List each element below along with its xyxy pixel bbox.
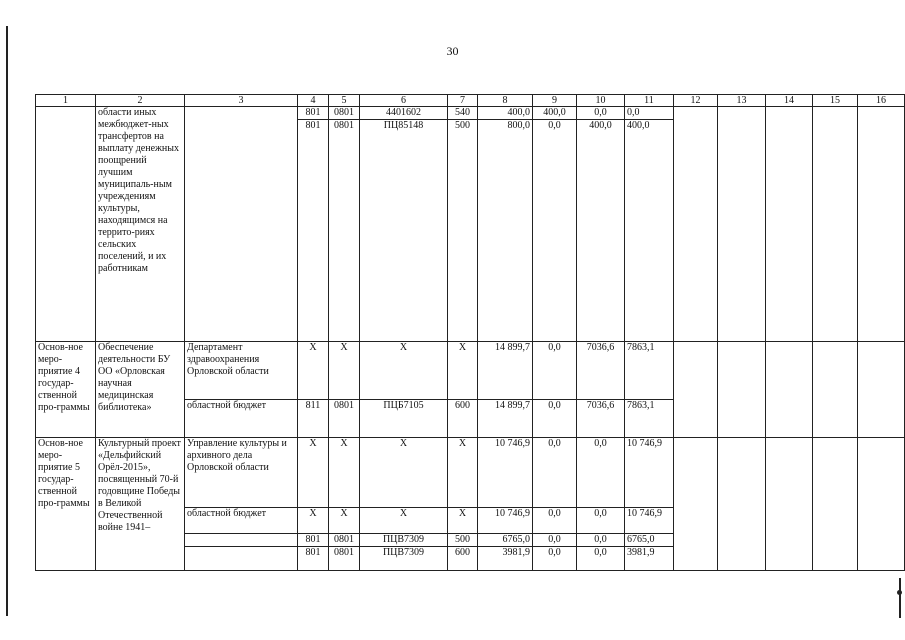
code-cell: X — [329, 508, 360, 534]
code-cell: 500 — [448, 120, 478, 342]
code-cell: 801 — [298, 547, 329, 571]
value-cell: 0,0 — [533, 508, 577, 534]
empty-cell — [766, 107, 813, 342]
col-number: 6 — [360, 95, 448, 107]
value-cell: 400,0 — [625, 120, 674, 342]
event-cell: Основ-ное меро-приятие 4 государ-ственной про-граммы — [36, 342, 96, 438]
value-cell: 800,0 — [478, 120, 533, 342]
code-cell: X — [360, 438, 448, 508]
description-cell: области иных межбюджет-ных трансфертов на выплату денежных поощрений лучшим муниципаль-ным учреждениям культуры, находящимся на террито-риях сельских поселений, и их работникам — [96, 107, 185, 342]
code-cell: X — [360, 508, 448, 534]
col-number: 7 — [448, 95, 478, 107]
col-number: 16 — [858, 95, 905, 107]
code-cell: 801 — [298, 120, 329, 342]
table-row — [36, 107, 905, 120]
table-row — [36, 438, 905, 508]
value-cell: 10 746,9 — [625, 438, 674, 508]
code-cell: X — [298, 508, 329, 534]
code-cell: ПЦВ7309 — [360, 547, 448, 571]
event-cell — [36, 107, 96, 342]
budget-cell: областной бюджет — [185, 400, 298, 438]
code-cell: 801 — [298, 107, 329, 120]
value-cell: 10 746,9 — [478, 438, 533, 508]
page-number: 30 — [446, 44, 459, 58]
code-cell: 0801 — [329, 120, 360, 342]
code-cell: 0801 — [329, 400, 360, 438]
code-cell: X — [329, 438, 360, 508]
col-number: 15 — [813, 95, 858, 107]
code-cell: X — [298, 438, 329, 508]
code-cell: 801 — [298, 534, 329, 547]
value-cell: 400,0 — [533, 107, 577, 120]
value-cell: 10 746,9 — [478, 508, 533, 534]
empty-cell — [813, 438, 858, 571]
executor-cell — [185, 547, 298, 571]
empty-cell — [674, 438, 718, 571]
empty-cell — [674, 107, 718, 342]
code-cell: X — [298, 342, 329, 400]
value-cell: 6765,0 — [478, 534, 533, 547]
empty-cell — [813, 107, 858, 342]
value-cell: 3981,9 — [625, 547, 674, 571]
description-cell: Культурный проект «Дельфийский Орёл-2015», посвященный 70-й годовщине Победы в Великой Отечественной войне 1941– — [96, 438, 185, 571]
value-cell: 7863,1 — [625, 400, 674, 438]
empty-cell — [718, 438, 766, 571]
code-cell: 600 — [448, 547, 478, 571]
value-cell: 0,0 — [533, 120, 577, 342]
value-cell: 0,0 — [577, 107, 625, 120]
value-cell: 400,0 — [478, 107, 533, 120]
left-margin-rule — [6, 26, 8, 616]
value-cell: 0,0 — [533, 547, 577, 571]
budget-table — [35, 94, 905, 571]
right-margin-dot — [897, 590, 902, 595]
value-cell: 0,0 — [625, 107, 674, 120]
value-cell: 0,0 — [533, 400, 577, 438]
col-number: 12 — [674, 95, 718, 107]
value-cell: 14 899,7 — [478, 400, 533, 438]
code-cell: ПЦВ7309 — [360, 534, 448, 547]
value-cell: 0,0 — [577, 508, 625, 534]
value-cell: 0,0 — [533, 438, 577, 508]
code-cell: 540 — [448, 107, 478, 120]
value-cell: 400,0 — [577, 120, 625, 342]
value-cell: 14 899,7 — [478, 342, 533, 400]
executor-cell — [185, 534, 298, 547]
executor-cell: Управление культуры и архивного дела Орловской области — [185, 438, 298, 508]
code-cell: 0801 — [329, 107, 360, 120]
empty-cell — [766, 342, 813, 438]
table-row — [36, 342, 905, 400]
right-margin-mark — [899, 578, 901, 618]
executor-cell: Департамент здравоохранения Орловской области — [185, 342, 298, 400]
code-cell: 0801 — [329, 547, 360, 571]
code-cell: ПЦБ7105 — [360, 400, 448, 438]
value-cell: 0,0 — [577, 438, 625, 508]
code-cell: 4401602 — [360, 107, 448, 120]
value-cell: 0,0 — [577, 534, 625, 547]
col-number: 11 — [625, 95, 674, 107]
code-cell: ПЦ85148 — [360, 120, 448, 342]
col-number: 5 — [329, 95, 360, 107]
col-number: 2 — [96, 95, 185, 107]
empty-cell — [766, 438, 813, 571]
empty-cell — [813, 342, 858, 438]
code-cell: X — [360, 342, 448, 400]
value-cell: 3981,9 — [478, 547, 533, 571]
value-cell: 0,0 — [533, 342, 577, 400]
code-cell: 811 — [298, 400, 329, 438]
code-cell: 500 — [448, 534, 478, 547]
empty-cell — [718, 107, 766, 342]
code-cell: 0801 — [329, 534, 360, 547]
value-cell: 7863,1 — [625, 342, 674, 400]
column-numbers-row — [36, 95, 905, 107]
col-number: 1 — [36, 95, 96, 107]
executor-cell — [185, 107, 298, 342]
budget-cell: областной бюджет — [185, 508, 298, 534]
col-number: 4 — [298, 95, 329, 107]
col-number: 13 — [718, 95, 766, 107]
code-cell: X — [448, 342, 478, 400]
value-cell: 0,0 — [577, 547, 625, 571]
code-cell: X — [448, 508, 478, 534]
code-cell: X — [448, 438, 478, 508]
empty-cell — [718, 342, 766, 438]
value-cell: 10 746,9 — [625, 508, 674, 534]
empty-cell — [858, 438, 905, 571]
code-cell: X — [329, 342, 360, 400]
value-cell: 6765,0 — [625, 534, 674, 547]
col-number: 9 — [533, 95, 577, 107]
col-number: 10 — [577, 95, 625, 107]
value-cell: 7036,6 — [577, 400, 625, 438]
value-cell: 7036,6 — [577, 342, 625, 400]
description-cell: Обеспечение деятельности БУ ОО «Орловская научная медицинская библиотека» — [96, 342, 185, 438]
empty-cell — [858, 342, 905, 438]
col-number: 8 — [478, 95, 533, 107]
empty-cell — [674, 342, 718, 438]
empty-cell — [858, 107, 905, 342]
value-cell: 0,0 — [533, 534, 577, 547]
code-cell: 600 — [448, 400, 478, 438]
col-number: 3 — [185, 95, 298, 107]
event-cell: Основ-ное меро-приятие 5 государ-ственной про-граммы — [36, 438, 96, 571]
col-number: 14 — [766, 95, 813, 107]
